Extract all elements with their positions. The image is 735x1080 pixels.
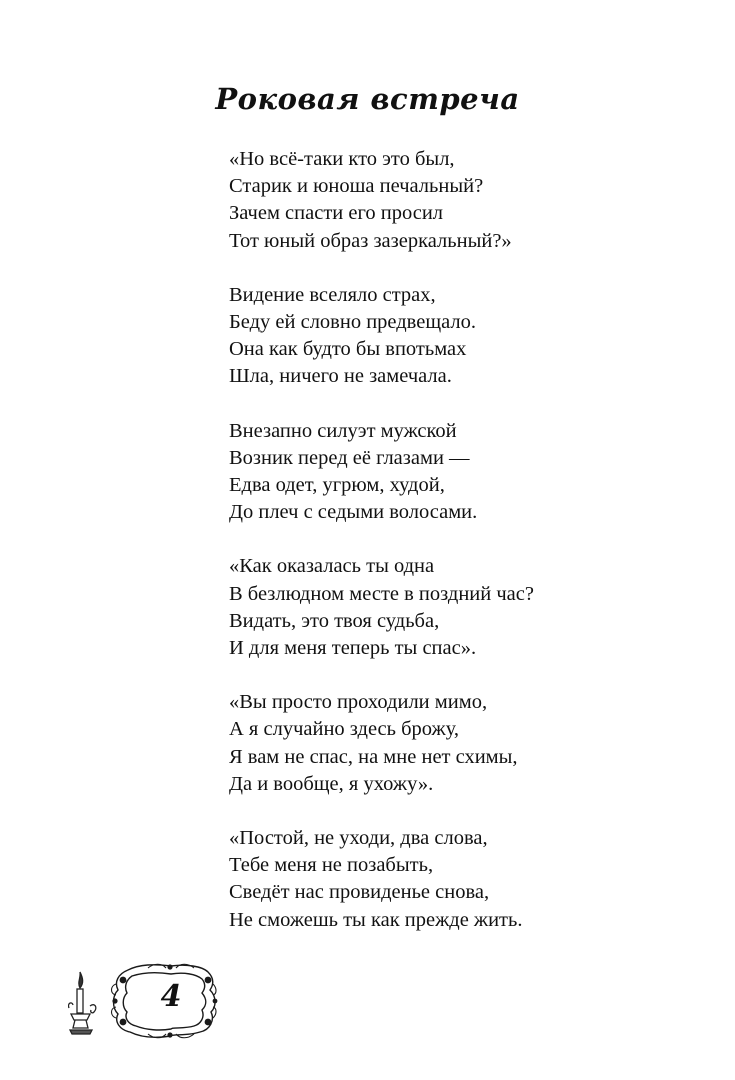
poem-line: «Как оказалась ты одна — [229, 555, 435, 578]
poem-line: Старик и юноша печальный? — [229, 175, 484, 198]
poem-line: Не сможешь ты как прежде жить. — [229, 908, 523, 931]
stanza-4 — [229, 553, 709, 662]
baroque-frame-with-candle-icon — [68, 962, 218, 1040]
poem-line: «Но всё-таки кто это был, — [229, 148, 455, 170]
poem-title: Роковая встреча — [215, 82, 520, 116]
poem-line: Возник перед её глазами — — [229, 446, 470, 469]
poem-line: В безлюдном месте в поздний час? — [229, 582, 534, 605]
poem-line: Тот юный образ зазеркальный?» — [229, 229, 512, 252]
poem-line: Я вам не спас, на мне нет схимы, — [229, 745, 518, 768]
poem-line: Видать, это твоя судьба, — [229, 609, 440, 632]
poem-line: И для меня теперь ты спас». — [229, 637, 477, 660]
poem-line: Сведёт нас провиденье снова, — [229, 881, 490, 904]
poem-line: До плеч с седыми волосами. — [229, 501, 478, 524]
stanza-6 — [229, 825, 709, 934]
poem-line: Внезапно силуэт мужской — [229, 419, 457, 442]
page-folio — [68, 962, 218, 1040]
poem-body — [229, 146, 709, 961]
poem-line: Тебе меня не позабыть, — [229, 854, 434, 877]
poem-line: Зачем спасти его просил — [229, 202, 444, 225]
stanza-5 — [229, 689, 709, 798]
poem-line: Видение вселяло страх, — [229, 283, 436, 306]
stanza-1 — [229, 146, 709, 255]
poem-line: Едва одет, угрюм, худой, — [229, 474, 445, 497]
poem-line: «Вы просто проходили мимо, — [229, 691, 488, 714]
poem-line: Она как будто бы впотьмах — [229, 338, 467, 361]
page-number: 4 — [160, 979, 182, 1014]
poem-line: Да и вообще, я ухожу». — [229, 772, 434, 795]
poem-line: Беду ей словно предвещало. — [229, 311, 477, 334]
poem-line: Шла, ничего не замечала. — [229, 365, 452, 388]
stanza-2 — [229, 282, 709, 391]
poem-line: А я случайно здесь брожу, — [229, 718, 460, 741]
stanza-3 — [229, 418, 709, 527]
poem-line: «Постой, не уходи, два слова, — [229, 827, 488, 850]
